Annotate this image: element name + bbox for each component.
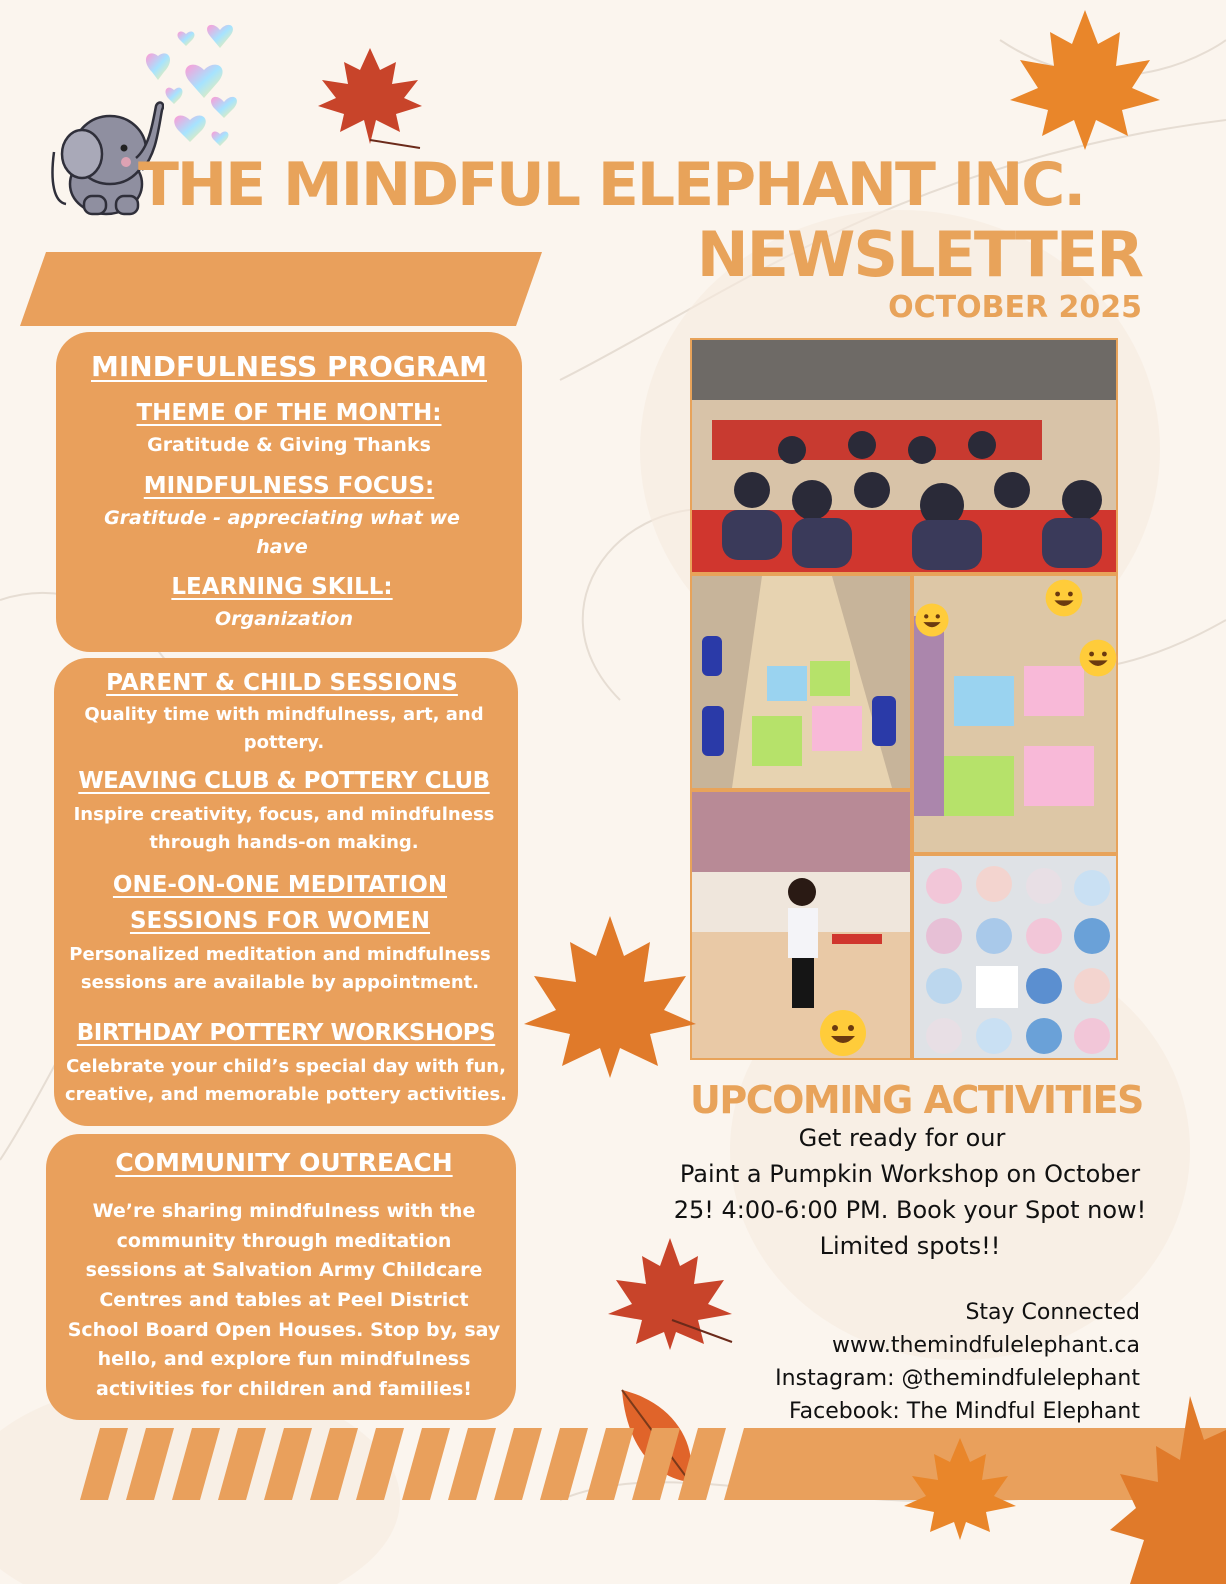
header-banner [20,252,542,326]
community-line6: hello, and explore fun mindfulness [97,1348,471,1370]
facebook-link[interactable]: Facebook: The Mindful Elephant [789,1399,1140,1424]
parent-child-line1: Quality time with mindfulness, art, and [84,704,484,725]
meditation-line1: Personalized meditation and mindfulness [69,944,491,965]
smiley-face-icon [1078,638,1118,678]
community-line5: School Board Open Houses. Stop by, say [67,1319,501,1341]
focus-text-line1: Gratitude - appreciating what we [104,507,460,529]
focus-heading: MINDFULNESS FOCUS: [143,473,435,499]
stay-connected-label: Stay Connected [965,1300,1140,1325]
smiley-face-icon [1044,578,1084,618]
theme-text: Gratitude & Giving Thanks [147,434,431,456]
photo-craft-tables [692,576,910,788]
community-heading: COMMUNITY OUTREACH [115,1148,453,1177]
parent-child-line2: pottery. [243,732,325,753]
meditation-heading-line1: ONE-ON-ONE MEDITATION [112,872,448,898]
newsletter-date: OCTOBER 2025 [888,290,1142,325]
community-line7: activities for children and families! [96,1378,472,1400]
upcoming-line1: Get ready for our [798,1124,1006,1152]
website-link[interactable]: www.themindfulelephant.ca [831,1333,1140,1358]
photo-instructor [692,792,910,1058]
maple-leaf-icon [520,910,700,1080]
community-panel [46,1134,516,1420]
maple-leaf-icon [1100,1390,1226,1584]
photo-meditation-class [692,340,1116,572]
upcoming-line2: Paint a Pumpkin Workshop on October [679,1160,1141,1188]
maple-leaf-icon [900,1432,1020,1542]
maple-leaf-icon [1000,4,1170,154]
skill-text: Organization [214,608,354,630]
upcoming-line4: Limited spots!! [819,1232,1001,1260]
weaving-line1: Inspire creativity, focus, and mindfulness [73,804,495,825]
birthday-line1: Celebrate your child’s special day with fun, [66,1056,506,1077]
newsletter-title: THE MINDFUL ELEPHANT INC. [138,150,1085,220]
contact-block [775,1296,1140,1428]
upcoming-line3: 25! 4:00-6:00 PM. Book your Spot now! [673,1196,1147,1224]
mindfulness-program-panel [56,332,522,652]
parent-child-heading: PARENT & CHILD SESSIONS [106,670,458,696]
photo-collage [690,338,1118,1060]
footer-stripes [80,1428,1226,1500]
community-line1: We’re sharing mindfulness with the [92,1200,476,1222]
community-line4: Centres and tables at Peel District [99,1289,469,1311]
smiley-face-icon [818,1008,868,1058]
skill-heading: LEARNING SKILL: [171,574,393,600]
photo-pottery-dishes [914,856,1116,1058]
meditation-heading-line2: SESSIONS FOR WOMEN [129,908,431,934]
weaving-heading: WEAVING CLUB & POTTERY CLUB [78,768,490,794]
instagram-link[interactable]: Instagram: @themindfulelephant [775,1366,1140,1391]
focus-text-line2: have [256,536,308,558]
sessions-panel [54,658,518,1126]
weaving-line2: through hands-on making. [149,832,419,853]
newsletter-subtitle: NEWSLETTER [696,218,1142,291]
theme-heading: THEME OF THE MONTH: [136,400,442,426]
upcoming-text [650,1120,1170,1264]
birthday-heading: BIRTHDAY POTTERY WORKSHOPS [76,1020,496,1046]
community-line2: community through meditation [116,1230,452,1252]
mindfulness-program-heading: MINDFULNESS PROGRAM [90,350,487,383]
maple-leaf-icon [300,40,440,150]
community-line3: sessions at Salvation Army Childcare [85,1259,483,1281]
birthday-line2: creative, and memorable pottery activities. [64,1084,508,1105]
smiley-face-icon [914,602,950,638]
meditation-line2: sessions are available by appointment. [80,972,480,993]
upcoming-heading: UPCOMING ACTIVITIES [690,1078,1143,1122]
